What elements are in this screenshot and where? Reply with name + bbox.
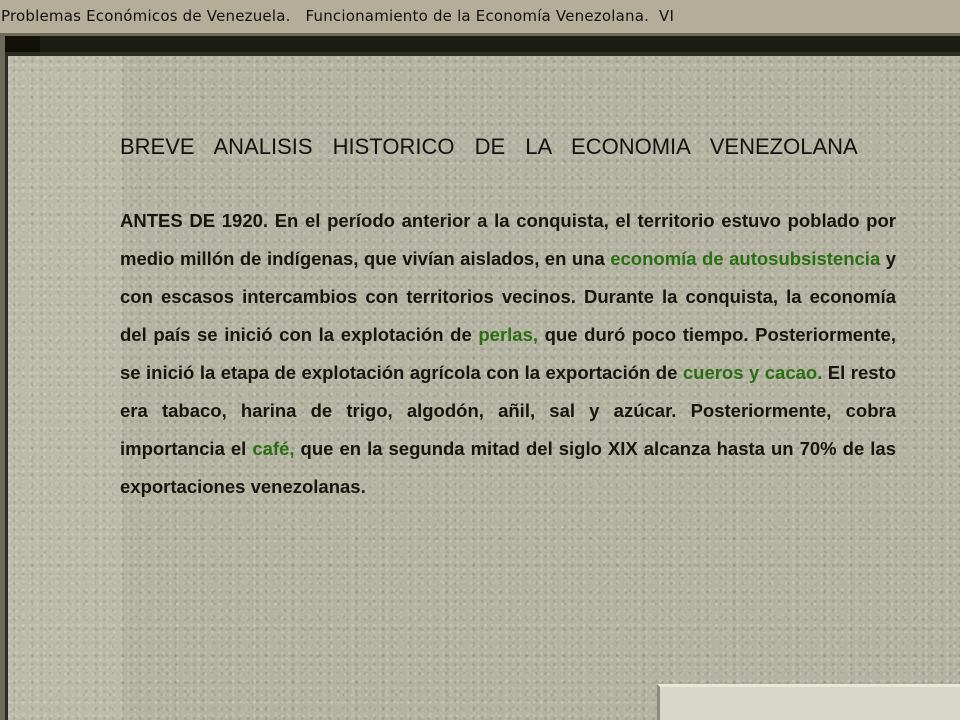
panel-left-strip [8, 56, 122, 720]
slide-content [120, 128, 896, 506]
paragraph-text-4: El resto era tabaco, harina de trigo, algodón, añil, sal y azúcar. Posteriormente, cobra importancia el [120, 362, 896, 459]
highlight-cueros-cacao: cueros y cacao. [682, 362, 823, 383]
paragraph-text-5: que en la segunda mitad del siglo XIX alcanza hasta un 70% de las exportaciones venezolanas. [120, 438, 896, 497]
highlight-cafe: café, [252, 438, 295, 459]
paragraph-text-2: y con escasos intercambios con territorios vecinos. Durante la conquista, la economía del país se inició con la explotación de [120, 248, 897, 345]
slide-title: Problemas Económicos de Venezuela. Funcionamiento de la Economía Venezolana. VI [1, 7, 675, 25]
body-paragraph [120, 202, 896, 506]
title-bar [0, 0, 960, 36]
highlight-perlas: perlas, [478, 324, 539, 345]
section-heading: BREVE ANALISIS HISTORICO DE LA ECONOMIA VENEZOLANA [120, 134, 858, 159]
paragraph-text-3: que duró poco tiempo. Posteriormente, se inició la etapa de explotación agrícola con la exportación de [120, 324, 896, 383]
decorative-bar [657, 684, 960, 720]
paragraph-text-1: ANTES DE 1920. En el período anterior a la conquista, el territorio estuvo poblado por medio millón de indígenas, que vivían aislados, en una [120, 210, 896, 269]
highlight-autosubsistencia: economía de autosubsistencia [610, 248, 881, 269]
